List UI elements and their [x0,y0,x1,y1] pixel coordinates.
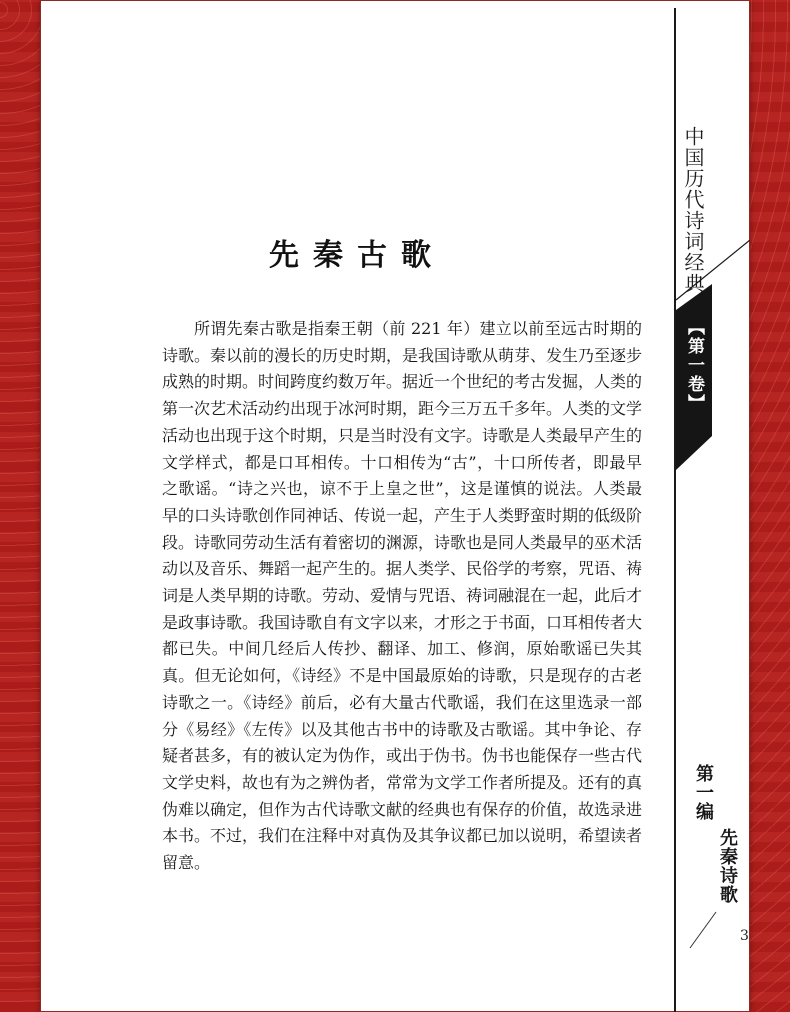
part-section-label: 先秦诗歌 [717,828,738,904]
chapter-body-text: 所谓先秦古歌是指秦王朝（前 221 年）建立以前至远古时期的诗歌。秦以前的漫长的历史时期，是我国诗歌从萌芽、发生乃至逐步成熟的时期。时间跨度约数万年。据近一个世纪的考古发掘，人类的第一次艺术活动约出现于冰河时期，距今三万五千多年。人类的文学活动也出现于这个时期，只是当时没有文字。诗歌是人类最早产生的文学样式，都是口耳相传。十口相传为“古”，十口所传者，即最早之歌谣。“诗之兴也，谅不于上皇之世”，这是谨慎的说法。人类最早的口头诗歌创作同神话、传说一起，产生于人类野蛮时期的低级阶段。诗歌同劳动生活有着密切的渊源，诗歌也是同人类最早的巫术活动以及音乐、舞蹈一起产生的。据人类学、民俗学的考察，咒语、祷词是人类早期的诗歌。劳动、爱情与咒语、祷词融混在一起，此后才是政事诗歌。我国诗歌自有文字以来，才形之于书面，口耳相传者大都已失。中间几经后人传抄、翻译、加工、修润，原始歌谣已失其真。但无论如何，《诗经》不是中国最原始的诗歌，只是现存的古老诗歌之一。《诗经》前后，必有大量古代歌谣，我们在这里选录一部分《易经》《左传》以及其他古书中的诗歌及古歌谣。其中争论、存疑者甚多，有的被认定为伪作，或出于伪书。伪书也能保存一些古代文学史料，故也有为之辨伪者，常常为文学工作者所提及。还有的真伪难以确定，但作为古代诗歌文献的经典也有保存的价值，故选录进本书。不过，我们在注释中对真伪及其争议都已加以说明，希望读者留意。 [162,319,643,873]
series-title: 中国历代诗词经典 [681,126,705,294]
page-number: 3 [740,928,749,944]
chapter-title: 先秦古歌 [269,238,445,273]
book-page [40,0,750,1012]
diagonal-line-top [676,240,750,300]
page-number-slash [690,912,716,948]
volume-label: 【第一卷】 [684,318,704,413]
part-label: 第一编 [693,764,714,821]
